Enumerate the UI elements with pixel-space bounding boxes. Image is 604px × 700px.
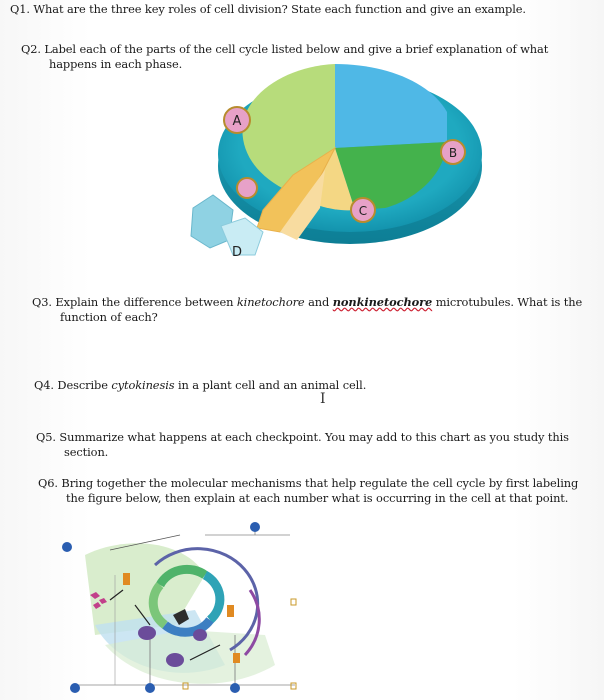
text-cursor-icon: I [320, 391, 326, 407]
question-3 [32, 295, 582, 325]
cell-cycle-diagram [185, 50, 515, 270]
marker-box [291, 683, 296, 689]
molecule-orange [227, 605, 234, 617]
question-3-term-nonkinetochore: nonkinetochore [332, 295, 433, 309]
question-4-prefix: Q4. Describe [34, 378, 112, 392]
molecule-purple [138, 626, 156, 640]
marker-box [183, 683, 188, 689]
question-2-line2: happens in each phase. [49, 57, 183, 71]
question-4 [34, 378, 366, 393]
marker-5 [230, 683, 240, 693]
question-5 [36, 430, 569, 460]
question-3-line2: function of each? [60, 310, 158, 324]
marker-1 [62, 542, 72, 552]
regulation-figure [55, 515, 315, 700]
question-3-mid: and [304, 295, 333, 309]
molecule-orange [123, 573, 130, 585]
label-c-text: C [358, 204, 368, 218]
question-5-line1: Q5. Summarize what happens at each checkpoint. You may add to this chart as you study this [36, 430, 569, 444]
question-3-term-kinetochore: kinetochore [236, 295, 305, 309]
label-a-text: A [232, 114, 242, 129]
question-6 [38, 476, 578, 506]
marker-4 [145, 683, 155, 693]
question-4-term-cytokinesis: cytokinesis [111, 378, 175, 392]
label-b [441, 140, 465, 164]
question-1-text: Q1. What are the three key roles of cell division? State each function and give an example. [10, 2, 526, 16]
label-a [224, 107, 250, 133]
s-phase-sector [335, 64, 447, 148]
label-small-circle [237, 178, 257, 198]
molecule-purple [166, 653, 184, 667]
molecule-purple [193, 629, 207, 641]
label-c [351, 198, 375, 222]
inner-ring-teal [205, 575, 220, 620]
question-1 [10, 2, 526, 17]
question-6-line1: Q6. Bring together the molecular mechanisms that help regulate the cell cycle by first labeling [38, 476, 579, 490]
molecule-orange [233, 653, 240, 663]
marker-2 [250, 522, 260, 532]
marker-3 [70, 683, 80, 693]
question-4-suffix: in a plant cell and an animal cell. [174, 378, 367, 392]
question-5-line2: section. [64, 445, 109, 459]
question-2-line1: Q2. Label each of the parts of the cell cycle listed below and give a brief explanation of what [21, 42, 549, 56]
question-3-prefix: Q3. Explain the difference between [32, 295, 237, 309]
question-3-suffix: microtubules. What is the [432, 295, 583, 309]
label-b-text: B [448, 146, 458, 160]
label-d-text: D [231, 245, 243, 260]
marker-box [291, 599, 296, 605]
label-d [232, 245, 242, 260]
question-6-line2: the figure below, then explain at each number what is occurring in the cell at that point. [66, 491, 569, 505]
